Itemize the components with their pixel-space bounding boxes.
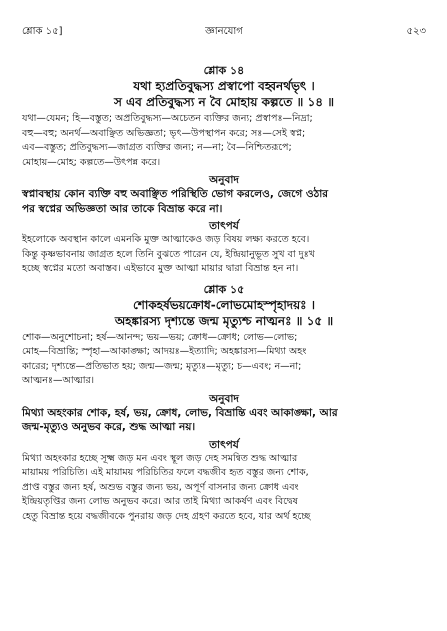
header-chapter-title: জ্ঞানযোগ (205, 26, 243, 37)
synonym-line: বহু—বহু; অনর্থ—অবাঞ্ছিত অভিজ্ঞতা; ভৃৎ—উপস্থাপন করে; সঃ—সেই স্বপ্ন; (22, 127, 306, 139)
purport-line: ইন্দ্রিয়তৃপ্তির জন্য লোভ অনুভব করে। আর তাই মিথ্যা আকর্ষণ এবং বিদ্বেষ (22, 496, 298, 507)
verse-15-label: শ্লোক ১৫ (203, 282, 245, 296)
synonym-line: মোহায়—মোহ; কল্পতে—উৎপন্ন করে। (22, 156, 161, 168)
translation-line: স্বপ্নাবস্থায় কোন ব্যক্তি বহু অবাঞ্ছিত পরিস্থিতি ভোগ করলেও, জেগে ওঠার (22, 188, 329, 200)
verse-14-line-2: স এব প্রতিবুদ্ধস্য ন বৈ মোহায় কল্পতে ॥ ১৪ ॥ (113, 95, 335, 109)
verse-14-label: শ্লোক ১৪ (203, 64, 245, 77)
verse-15-line-1: শোকহর্ষভয়ক্রোধ-লোভমোহস্পৃহাদয়ঃ । (132, 297, 316, 312)
purport-line: হচ্ছে স্বপ্নের মতো অবাস্তব। এইভাবে মুক্ত আত্মা মায়ার দ্বারা বিভ্রান্ত হন না। (22, 263, 299, 274)
purport-line: মায়াময় পরিচিতি। এই মায়াময় পরিচিতির ফলে বদ্ধজীব হৃত বস্তুর জন্য শোক, (22, 467, 309, 478)
verse-14-translation-heading: অনুবাদ (209, 174, 239, 186)
translation-line: জন্ম-মৃত্যুও অনুভব করে, শুদ্ধ আত্মা নয়। (22, 421, 196, 433)
translation-line: মিথ্যা অহংকার শোক, হর্ষ, ভয়, ক্রোধ, লোভ, বিভ্রান্তি এবং আকাঙ্ক্ষা, আর (22, 406, 338, 419)
header-verse-ref: শ্লোক ১৫] (22, 26, 63, 37)
verse-15-translation (22, 406, 426, 435)
verse-14-translation (22, 187, 426, 216)
verse-14-purport (22, 233, 426, 277)
book-page (22, 26, 426, 524)
verse-15-translation-heading: অনুবাদ (209, 392, 239, 405)
purport-line: প্রাপ্ত বস্তুর জন্য হর্ষ, অশুভ বস্তুর জন্য ভয়, অপূর্ণ বাসনার জন্য ক্রোধ এবং (22, 481, 299, 493)
synonym-line: এব—বস্তুত; প্রতিবুদ্ধস্য—জাগ্রত ব্যক্তির জন্য; ন—না; বৈ—নিশ্চিতরূপে; (22, 142, 292, 153)
verse-14-line-1: যথা হ্যপ্রতিবুদ্ধস্য প্রস্বাপো বহ্বনর্থভৃৎ । (133, 79, 315, 93)
page-header (22, 26, 426, 38)
synonym-line: আত্মনঃ—আত্মার। (22, 375, 95, 386)
verse-15-purport-heading: তাৎপর্য (209, 438, 239, 451)
purport-line: ইহলোকে অবস্থান কালে এমনকি মুক্ত আত্মাকেও জড় বিষয় লক্ষ্য করতে হবে। (22, 234, 310, 245)
verse-14-purport-heading: তাৎপর্য (209, 220, 239, 232)
purport-line: মিথ্যা অহংকার হচ্ছে সূক্ষ্ম জড় মন এবং স্থূল জড় দেহ সমন্বিত শুদ্ধ আত্মার (22, 452, 298, 464)
verse-14-synonyms (22, 112, 426, 170)
synonym-line: যথা—যেমন; হি—বস্তুত; অপ্রতিবুদ্ধস্য—অচেতন ব্যক্তির জন্য; প্রস্বাপঃ—নিদ্রা; (22, 113, 313, 124)
verse-15-synonyms (22, 331, 426, 389)
purport-line: কিন্তু কৃষ্ণভাবনায় জাগ্রত হলে তিনি বুঝতে পারেন যে, ইন্দ্রিয়ানুভূত সুখ বা দুঃখ (22, 248, 315, 260)
synonym-line: মোহ—বিভ্রান্তি; স্পৃহা—আকাঙ্ক্ষা; আদয়ঃ—ইত্যাদি; অহঙ্কারস্য—মিথ্যা অহং (22, 346, 307, 357)
header-page-number: ৫২৩ (406, 26, 426, 37)
translation-line: পর স্বপ্নের অভিজ্ঞতা আর তাকে বিভ্রান্ত করে না। (22, 202, 223, 215)
purport-line: হেতু বিভ্রান্ত হয়ে বদ্ধজীবকে পুনরায় জড় দেহ গ্রহণ করতে হবে, যার অর্থ হচ্ছে (22, 510, 311, 522)
synonym-line: শোক—অনুশোচনা; হর্ষ—আনন্দ; ভয়—ভয়; ক্রোধ—ক্রোধ; লোভ—লোভ; (22, 331, 298, 343)
synonym-line: কারের; দৃশ্যন্তে—প্রতিভাত হয়; জন্ম—জন্ম; মৃত্যুঃ—মৃত্যু; চ—এবং; ন—না; (22, 360, 302, 372)
verse-15-line-2: অহঙ্কারস্য দৃশ্যন্তে জন্ম মৃত্যুশ্চ নাত্মনঃ ॥ ১৫ ॥ (114, 313, 334, 328)
verse-15-purport (22, 452, 426, 525)
